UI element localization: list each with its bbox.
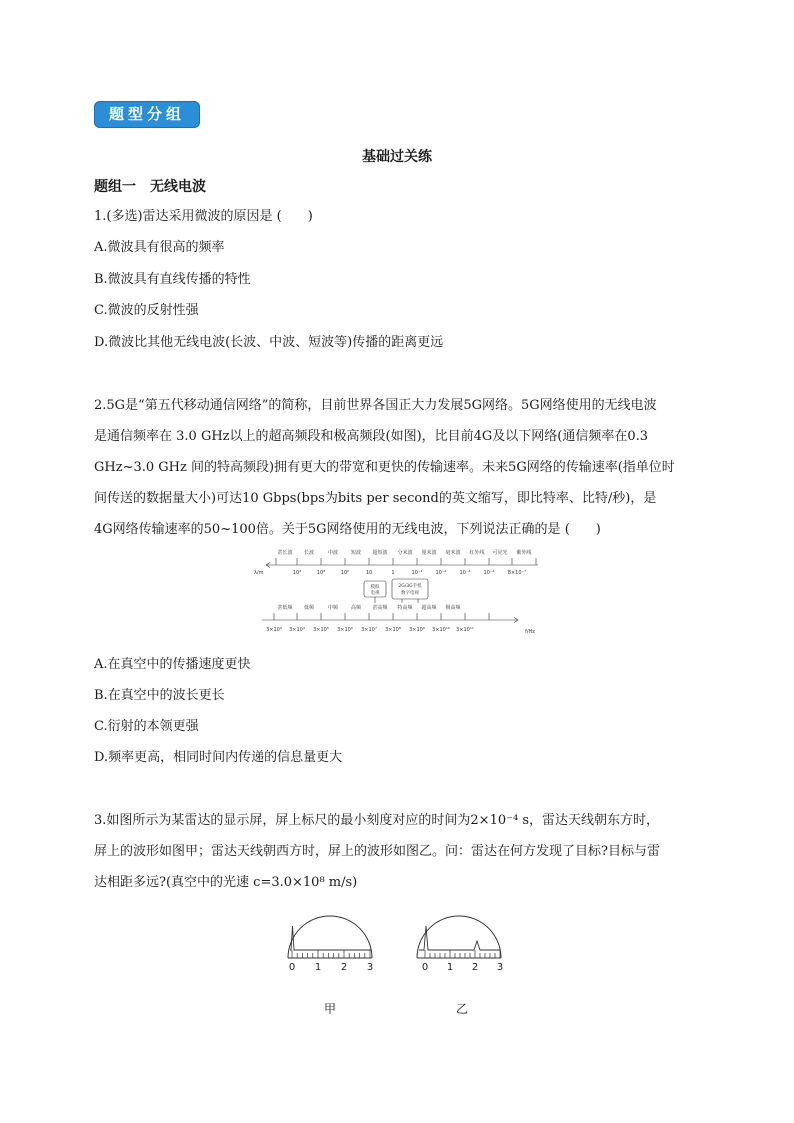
bottom-tick-7: 3×10⁹ xyxy=(409,627,425,633)
bottom-band-8: 极高频 xyxy=(445,605,461,611)
bottom-tick-1: 3×10³ xyxy=(266,627,282,633)
bottom-tick-8: 3×10¹⁰ xyxy=(432,627,450,633)
q1-option-a: A.微波具有很高的频率 xyxy=(94,240,225,255)
top-tick-1: 10⁴ xyxy=(292,570,302,576)
top-band-4: 短波 xyxy=(350,550,362,556)
bottom-band-6: 特高频 xyxy=(397,605,413,611)
q2-option-d: D.频率更高，相同时间内传递的信息量更大 xyxy=(94,750,343,765)
caption-jia: 甲 xyxy=(324,1002,337,1016)
q2-line-5: 4G网络传输速率的50~100倍。关于5G网络使用的无线电波，下列说法正确的是 ( ) xyxy=(94,522,601,537)
bottom-tick-4: 3×10⁶ xyxy=(337,627,353,633)
group-heading: 题组一 无线电波 xyxy=(94,179,206,195)
top-band-2: 长波 xyxy=(303,550,315,556)
jia-scale-3: 3 xyxy=(366,962,374,973)
jia-scale-1: 1 xyxy=(314,962,322,973)
spectrum-figure xyxy=(252,543,544,643)
top-tick-2: 10³ xyxy=(316,570,326,576)
q2-option-a: A.在真空中的传播速度更快 xyxy=(94,657,251,672)
top-tick-8: 10⁻³ xyxy=(459,570,471,576)
q1-stem: 1.(多选)雷达采用微波的原因是 ( ) xyxy=(94,209,313,224)
top-band-10: 可见光 xyxy=(492,550,508,556)
q2-line-3: GHz~3.0 GHz 间的特高频段)拥有更大的带宽和更快的传输速率。未来5G网络的传输速率(指单位时 xyxy=(94,460,675,475)
bottom-axis-label: f/Hz xyxy=(525,629,535,635)
section-tag: 题型分组 xyxy=(94,101,200,128)
q1-option-c: C.微波的反射性强 xyxy=(94,303,199,318)
q2-option-c: C.衍射的本领更强 xyxy=(94,719,199,734)
box-left-line-1: 模拟 xyxy=(370,585,380,590)
top-tick-5: 1 xyxy=(391,570,395,576)
page-title: 基础过关练 xyxy=(362,149,432,165)
bottom-tick-3: 3×10⁵ xyxy=(313,627,329,633)
bottom-tick-5: 3×10⁷ xyxy=(361,627,377,633)
top-band-3: 中波 xyxy=(327,550,339,556)
top-tick-7: 10⁻² xyxy=(435,570,447,576)
top-band-9: 红外线 xyxy=(469,550,485,556)
q3-line-3: 达相距多远?(真空中的光速 c=3.0×10⁸ m/s) xyxy=(94,875,358,890)
q2-option-b: B.在真空中的波长更长 xyxy=(94,688,225,703)
top-tick-3: 10² xyxy=(340,570,350,576)
top-band-6: 分米波 xyxy=(397,550,413,556)
box-left-line-2: 电视 xyxy=(370,591,380,596)
jia-scale-2: 2 xyxy=(340,962,348,973)
bottom-tick-2: 3×10⁴ xyxy=(289,627,305,633)
q3-line-2: 屏上的波形如图甲；雷达天线朝西方时，屏上的波形如图乙。问：雷达在何方发现了目标?目标与雷 xyxy=(94,844,660,859)
q1-option-d: D.微波比其他无线电波(长波、中波、短波等)传播的距离更远 xyxy=(94,335,444,350)
top-tick-6: 10⁻¹ xyxy=(411,570,423,576)
bottom-band-4: 高频 xyxy=(350,605,362,611)
bottom-band-2: 低频 xyxy=(303,605,315,611)
top-band-11: 紫外线 xyxy=(516,550,532,556)
top-tick-10: 8×10⁻⁷ xyxy=(507,570,527,576)
bottom-tick-9: 3×10¹¹ xyxy=(456,627,474,633)
box-right-line-1: 2G/3G手机 xyxy=(398,584,422,589)
q2-line-1: 2.5G是“第五代移动通信网络”的简称，目前世界各国正大力发展5G网络。5G网络使用的无线电波 xyxy=(94,398,657,413)
radar-screen-jia xyxy=(281,900,377,982)
bottom-band-3: 中频 xyxy=(327,605,339,611)
top-band-5: 超短波 xyxy=(372,550,388,556)
yi-scale-0: 0 xyxy=(421,962,429,973)
q1-option-b: B.微波具有直线传播的特性 xyxy=(94,272,251,287)
top-tick-9: 10⁻⁴ xyxy=(483,570,495,576)
jia-scale-0: 0 xyxy=(288,962,296,973)
q3-line-1: 3.如图所示为某雷达的显示屏，屏上标尺的最小刻度对应的时间为2×10⁻⁴ s，雷达天线朝东方时， xyxy=(94,813,659,828)
bottom-band-7: 超高频 xyxy=(421,605,437,611)
q2-line-2: 是通信频率在 3.0 GHz以上的超高频段和极高频段(如图)，比目前4G及以下网络(通信频率在0.3 xyxy=(94,429,649,444)
radar-screen-yi xyxy=(410,900,506,982)
top-band-1: 甚长波 xyxy=(277,550,293,556)
yi-scale-3: 3 xyxy=(496,962,504,973)
bottom-tick-6: 3×10⁸ xyxy=(385,627,401,633)
top-band-7: 厘米波 xyxy=(421,550,437,556)
top-axis-label: λ/m xyxy=(254,570,264,576)
box-right-line-2: 数字电视 xyxy=(401,591,419,596)
yi-scale-2: 2 xyxy=(471,962,479,973)
q2-line-4: 间传送的数据量大小)可达10 Gbps(bps为bits per second的英文缩写，即比特率、比特/秒)，是 xyxy=(94,491,657,506)
top-tick-4: 10 xyxy=(365,570,373,576)
bottom-band-1: 甚低频 xyxy=(277,605,293,611)
bottom-band-5: 甚高频 xyxy=(372,605,388,611)
caption-yi: 乙 xyxy=(456,1002,469,1016)
top-band-8: 毫米波 xyxy=(445,550,461,556)
yi-scale-1: 1 xyxy=(446,962,454,973)
